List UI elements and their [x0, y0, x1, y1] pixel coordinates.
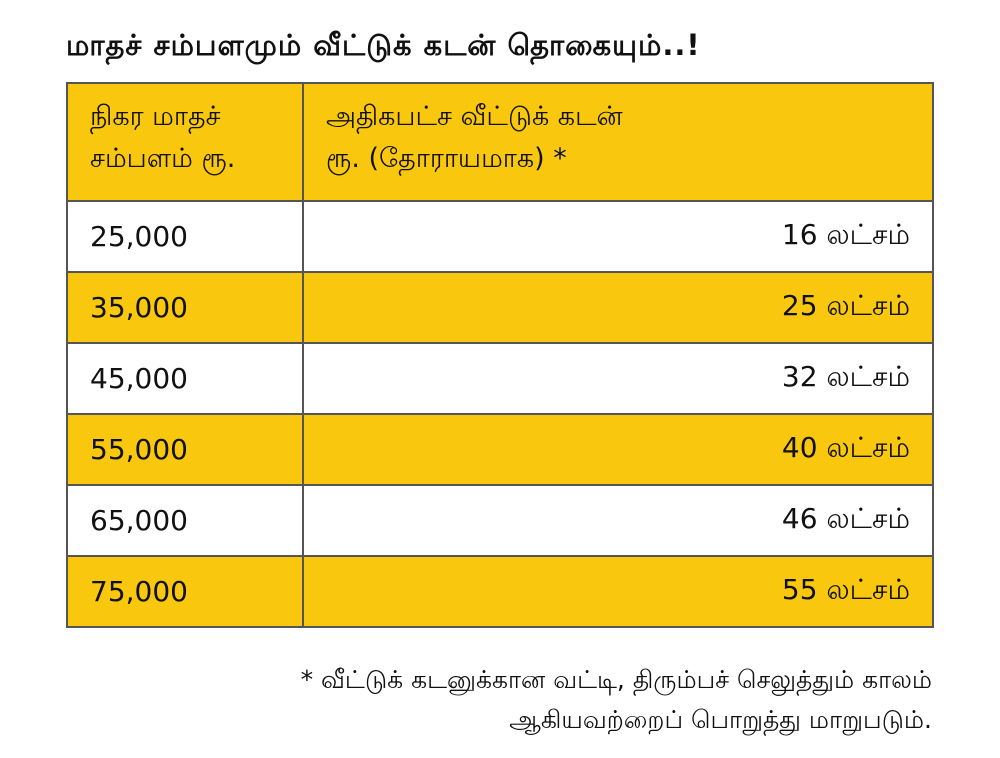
salary-cell: 25,000 — [67, 201, 303, 272]
salary-loan-table — [66, 82, 934, 628]
table-row — [67, 343, 933, 414]
salary-cell: 55,000 — [67, 414, 303, 485]
footnote-line1: * வீட்டுக் கடனுக்கான வட்டி, திரும்பச் செலுத்தும் காலம் — [300, 665, 932, 694]
table-row — [67, 556, 933, 627]
loan-cell: 32 லட்சம் — [303, 343, 933, 414]
footnote-line2: ஆகியவற்றைப் பொறுத்து மாறுபடும். — [509, 705, 932, 734]
header-loan-line1: அதிகபட்ச வீட்டுக் கடன் — [326, 101, 623, 132]
table-row — [67, 485, 933, 556]
loan-cell: 40 லட்சம் — [303, 414, 933, 485]
loan-cell: 16 லட்சம் — [303, 201, 933, 272]
salary-cell: 65,000 — [67, 485, 303, 556]
salary-cell: 35,000 — [67, 272, 303, 343]
header-salary-line1: நிகர மாதச் — [90, 101, 221, 132]
loan-cell: 55 லட்சம் — [303, 556, 933, 627]
footnote — [301, 660, 932, 740]
header-salary — [67, 83, 303, 201]
page-title: மாதச் சம்பளமும் வீட்டுக் கடன் தொகையும்..! — [66, 28, 701, 62]
header-loan-line2: ரூ. (தோராயமாக) * — [326, 143, 567, 174]
salary-cell: 45,000 — [67, 343, 303, 414]
salary-cell: 75,000 — [67, 556, 303, 627]
loan-cell: 46 லட்சம் — [303, 485, 933, 556]
table-row — [67, 201, 933, 272]
loan-cell: 25 லட்சம் — [303, 272, 933, 343]
header-salary-line2: சம்பளம் ரூ. — [90, 143, 236, 174]
table-row — [67, 414, 933, 485]
table-row — [67, 272, 933, 343]
table-header-row — [67, 83, 933, 201]
header-loan — [303, 83, 933, 201]
